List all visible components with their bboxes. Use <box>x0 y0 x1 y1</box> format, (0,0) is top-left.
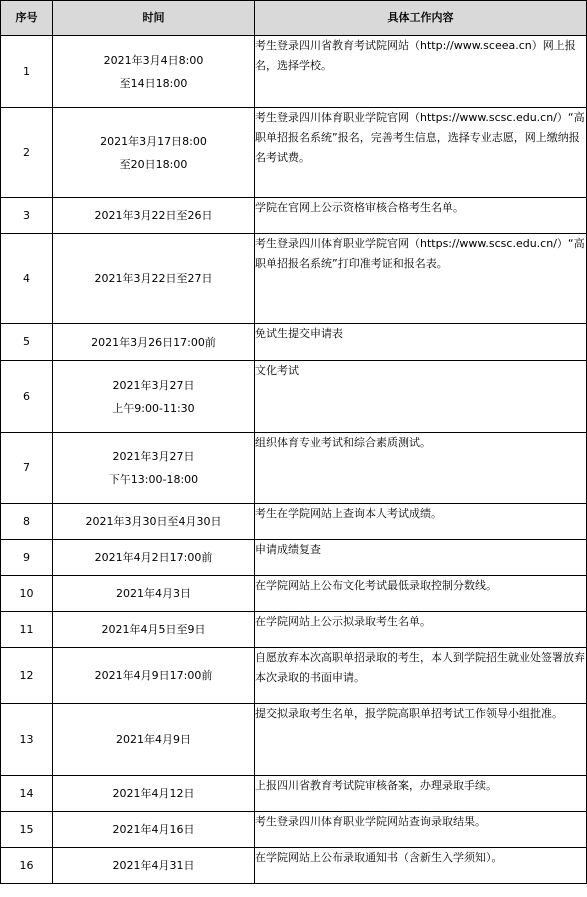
table-row <box>1 108 587 198</box>
table-row <box>1 776 587 812</box>
row-number: 12 <box>1 648 53 704</box>
row-task: 自愿放弃本次高职单招录取的考生，本人到学院招生就业处签署放弃本次录取的书面申请。 <box>255 648 587 704</box>
row-time-line: 2021年3月17日8:00 <box>100 134 207 148</box>
row-number: 8 <box>1 504 53 540</box>
row-number: 14 <box>1 776 53 812</box>
table-row <box>1 612 587 648</box>
header-time: 时间 <box>53 1 255 36</box>
header-no: 序号 <box>1 1 53 36</box>
row-number: 9 <box>1 540 53 576</box>
table-row <box>1 812 587 848</box>
row-number: 15 <box>1 812 53 848</box>
row-time <box>53 108 255 198</box>
table-row <box>1 433 587 504</box>
table-row <box>1 361 587 433</box>
row-number: 7 <box>1 433 53 504</box>
row-time <box>53 361 255 433</box>
row-time <box>53 324 255 361</box>
row-number: 2 <box>1 108 53 198</box>
row-time-line: 2021年4月9日 <box>116 733 191 746</box>
row-number: 16 <box>1 848 53 884</box>
row-number: 5 <box>1 324 53 361</box>
row-number: 4 <box>1 234 53 324</box>
row-time <box>53 776 255 812</box>
row-number: 10 <box>1 576 53 612</box>
row-number: 3 <box>1 198 53 234</box>
row-time <box>53 198 255 234</box>
row-time <box>53 433 255 504</box>
row-time-line: 2021年4月2日17:00前 <box>94 551 213 564</box>
row-time-line: 2021年3月27日 <box>112 378 195 392</box>
row-time <box>53 704 255 776</box>
table-row <box>1 704 587 776</box>
row-task: 免试生提交申请表 <box>255 324 587 361</box>
row-task: 考生在学院网站上查询本人考试成绩。 <box>255 504 587 540</box>
row-time-line: 上午9:00-11:30 <box>112 401 195 415</box>
row-time-line: 下午13:00-18:00 <box>108 473 199 486</box>
table-row <box>1 540 587 576</box>
row-time <box>53 36 255 108</box>
row-task: 在学院网站上公布文化考试最低录取控制分数线。 <box>255 576 587 612</box>
table-header-row <box>1 1 587 36</box>
table-row <box>1 324 587 361</box>
table-row <box>1 848 587 884</box>
row-time-line: 2021年4月31日 <box>112 859 195 872</box>
table-row <box>1 576 587 612</box>
row-task: 组织体育专业考试和综合素质测试。 <box>255 433 587 504</box>
row-time-line: 至20日18:00 <box>119 157 188 171</box>
row-time-line: 2021年3月22日至26日 <box>94 209 213 222</box>
header-task: 具体工作内容 <box>255 1 587 36</box>
row-task: 考生登录四川省教育考试院网站（http://www.sceea.cn）网上报名，选择学校。 <box>255 36 587 108</box>
row-task: 申请成绩复查 <box>255 540 587 576</box>
row-time <box>53 234 255 324</box>
row-task: 学院在官网上公示资格审核合格考生名单。 <box>255 198 587 234</box>
row-time-line: 至14日18:00 <box>119 76 188 90</box>
row-task: 考生登录四川体育职业学院官网（https://www.scsc.edu.cn/）“高职单招报名系统”报名，完善考生信息，选择专业志愿，网上缴纳报名考试费。 <box>255 108 587 198</box>
row-number: 11 <box>1 612 53 648</box>
row-time-line: 2021年3月26日17:00前 <box>91 335 216 349</box>
row-task: 在学院网站上公示拟录取考生名单。 <box>255 612 587 648</box>
row-time <box>53 848 255 884</box>
row-time <box>53 648 255 704</box>
row-time <box>53 540 255 576</box>
row-task: 上报四川省教育考试院审核备案，办理录取手续。 <box>255 776 587 812</box>
row-time-line: 2021年4月16日 <box>112 823 195 836</box>
row-task: 考生登录四川体育职业学院官网（https://www.scsc.edu.cn/）“高职单招报名系统”打印准考证和报名表。 <box>255 234 587 324</box>
row-time-line: 2021年3月27日 <box>112 450 195 463</box>
row-time-line: 2021年3月4日8:00 <box>103 53 204 67</box>
row-task: 在学院网站上公布录取通知书（含新生入学须知）。 <box>255 848 587 884</box>
row-time-line: 2021年4月9日17:00前 <box>94 669 213 682</box>
table-row <box>1 36 587 108</box>
row-task: 考生登录四川体育职业学院网站查询录取结果。 <box>255 812 587 848</box>
row-number: 1 <box>1 36 53 108</box>
row-time <box>53 812 255 848</box>
table-row <box>1 198 587 234</box>
row-number: 13 <box>1 704 53 776</box>
row-time <box>53 504 255 540</box>
row-time <box>53 612 255 648</box>
table-row <box>1 648 587 704</box>
row-time-line: 2021年4月12日 <box>112 787 195 800</box>
row-time <box>53 576 255 612</box>
table-row <box>1 234 587 324</box>
row-time-line: 2021年3月30日至4月30日 <box>85 515 222 528</box>
row-time-line: 2021年3月22日至27日 <box>94 272 213 285</box>
row-number: 6 <box>1 361 53 433</box>
table-row <box>1 504 587 540</box>
row-time-line: 2021年4月3日 <box>116 587 191 600</box>
row-time-line: 2021年4月5日至9日 <box>101 623 206 636</box>
row-task: 提交拟录取考生名单，报学院高职单招考试工作领导小组批准。 <box>255 704 587 776</box>
row-task: 文化考试 <box>255 361 587 433</box>
